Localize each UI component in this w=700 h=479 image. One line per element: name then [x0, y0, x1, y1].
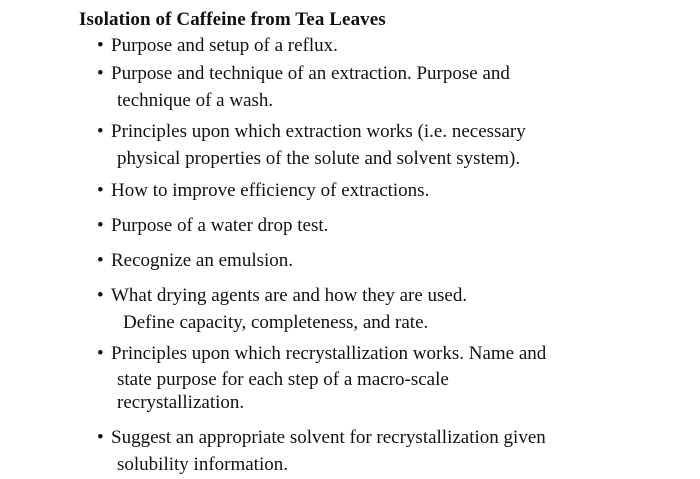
list-item — [97, 247, 293, 274]
list-item — [97, 177, 429, 204]
item-text: What drying agents are and how they are used. — [111, 285, 468, 306]
list-item — [97, 118, 526, 172]
item-text-continued: recrystallization. — [117, 392, 245, 413]
item-text: Recognize an emulsion. — [111, 250, 294, 271]
document-title: Isolation of Caffeine from Tea Leaves — [79, 9, 386, 30]
item-text: Purpose and setup of a reflux. — [111, 35, 338, 56]
bullet: • — [97, 427, 104, 448]
item-text: Suggest an appropriate solvent for recrystallization given — [111, 427, 546, 448]
bullet: • — [97, 63, 104, 84]
list-item — [97, 282, 467, 336]
item-text: Principles upon which extraction works (i.e. necessary — [111, 121, 526, 142]
bullet: • — [97, 180, 104, 201]
bullet: • — [97, 121, 104, 142]
item-text: Purpose of a water drop test. — [111, 215, 329, 236]
item-text: Purpose and technique of an extraction. Purpose and — [111, 63, 510, 84]
bullet: • — [97, 250, 104, 271]
list-item — [97, 340, 546, 414]
item-text: How to improve efficiency of extractions. — [111, 180, 430, 201]
item-text: Principles upon which recrystallization works. Name and — [111, 343, 547, 364]
item-text-continued: state purpose for each step of a macro-scale — [117, 369, 449, 390]
bullet: • — [97, 285, 104, 306]
list-item — [97, 212, 328, 239]
item-text-continued: solubility information. — [117, 454, 288, 475]
list-item — [97, 424, 546, 478]
item-text-continued: Define capacity, completeness, and rate. — [123, 312, 429, 333]
bullet: • — [97, 35, 104, 56]
item-text-continued: physical properties of the solute and solvent system). — [117, 148, 521, 169]
list-item — [97, 60, 510, 114]
bullet: • — [97, 343, 104, 364]
bullet: • — [97, 215, 104, 236]
list-item — [97, 32, 338, 59]
item-text-continued: technique of a wash. — [117, 90, 274, 111]
